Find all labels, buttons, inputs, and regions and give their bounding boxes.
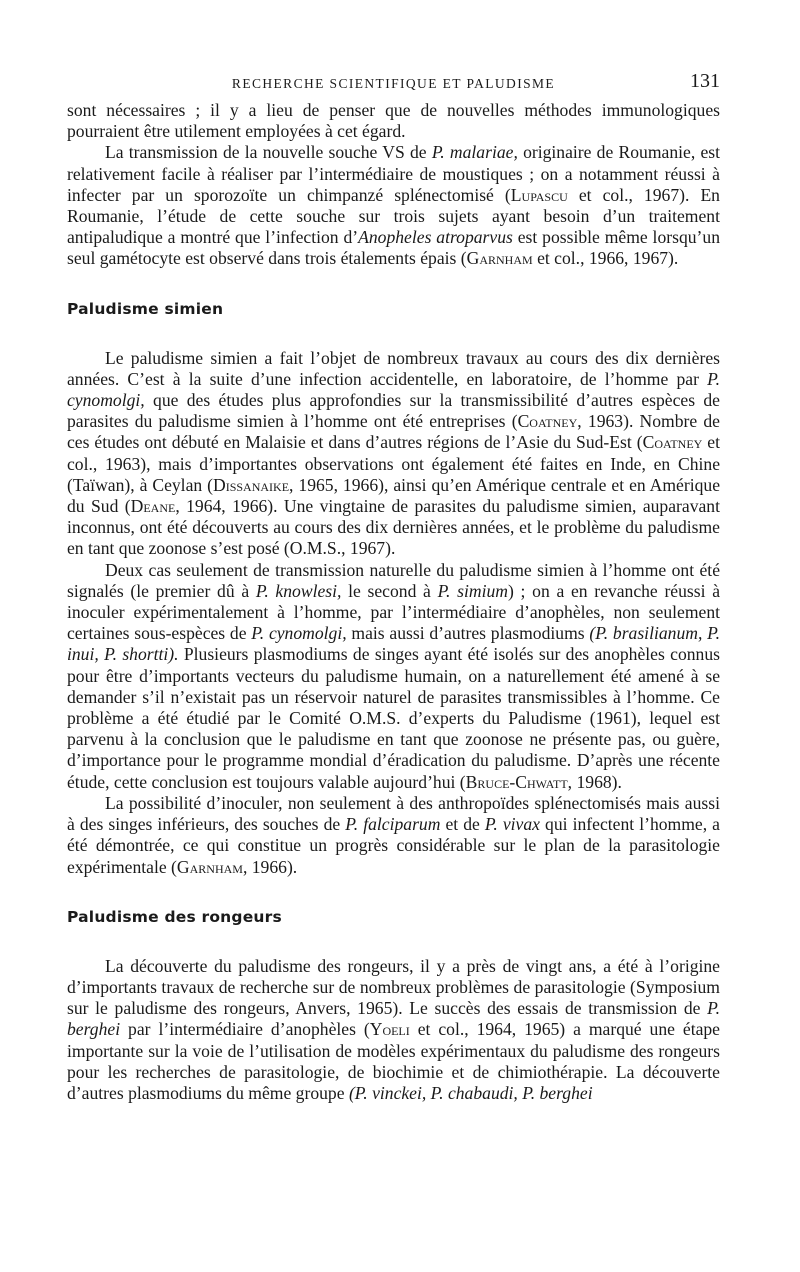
- intro-paragraph-2: La transmission de la nouvelle souche VS de P. malariae, originaire de Roumanie, est relativement facile à réaliser par l’intermédiaire de moustiques ; on a notamment réussi à infecter par un sporozoïte un chimpanzé splénectomisé (Lupascu et col., 1967). En Roumanie, l’étude de cette souche sur trois sujets ayant besoin d’un traitement antipaludique a montré que l’infection d’Anopheles atroparvus est possible même lorsqu’un seul gamétocyte est observé dans trois étalements épais (Garnham et col., 1966, 1967).: [67, 142, 720, 269]
- section-heading-simien: Paludisme simien: [67, 299, 224, 318]
- simien-paragraph-2: Deux cas seulement de transmission naturelle du paludisme simien à l’homme ont été signalés (le premier dû à P. knowlesi, le second à P. simium) ; on a en revanche réussi à inoculer expérimentalement à l’homme, par l’intermédiaire d’anophèles, non seulement certaines sous-espèces de P. cynomolgi, mais aussi d’autres plasmodiums (P. brasilianum, P. inui, P. shortti). Plusieurs plasmodiums de singes ayant été isolés sur des anophèles connus pour être d’importants vecteurs du paludisme humain, on a naturellement été amené à se demander s’il n’existait pas un réservoir naturel de parasites transmissibles à l’homme. Ce problème a été étudié par le Comité O.M.S. d’experts du Paludisme (1961), lequel est parvenu à la conclusion que le paludisme en tant que zoonose ne présente pas, ou guère, d’importance pour le programme mondial d’éradication du paludisme. D’après une récente étude, cette conclusion est toujours valable aujourd’hui (Bruce-Chwatt, 1968).: [67, 559, 720, 792]
- page-number: 131: [690, 70, 720, 92]
- intro-paragraph-1: sont nécessaires ; il y a lieu de penser que de nouvelles méthodes immunologiques pourraient être utilement employées à cet égard.: [67, 100, 720, 142]
- running-header: [67, 64, 720, 100]
- simien-paragraph-3: La possibilité d’inoculer, non seulement à des anthropoïdes splénectomisés mais aussi à des singes inférieurs, des souches de P. falciparum et de P. vivax qui infectent l’homme, a été démontrée, ce qui constitue un progrès considérable sur le plan de la parasitologie expérimentale (Garnham, 1966).: [67, 792, 720, 877]
- rongeurs-paragraph-1: La découverte du paludisme des rongeurs, il y a près de vingt ans, a été à l’origine d’importants travaux de recherche sur de nombreux problèmes de parasitologie (Symposium sur le paludisme des rongeurs, Anvers, 1965). Le succès des essais de transmission de P. berghei par l’intermédiaire d’anophèles (Yoeli et col., 1964, 1965) a marqué une étape importante sur la voie de l’utilisation de modèles expérimentaux du paludisme des rongeurs pour les recherches de parasitologie, de biochimie et de chimiothérapie. La découverte d’autres plasmodiums du même groupe (P. vinckei, P. chabaudi, P. berghei: [67, 955, 720, 1103]
- section-heading-rongeurs: Paludisme des rongeurs: [67, 907, 282, 926]
- running-title: RECHERCHE SCIENTIFIQUE ET PALUDISME: [231, 76, 556, 91]
- simien-paragraph-1: Le paludisme simien a fait l’objet de nombreux travaux au cours des dix dernières années. C’est à la suite d’une infection accidentelle, en laboratoire, de l’homme par P. cynomolgi, que des études plus approfondies sur la transmissibilité d’autres espèces de parasites du paludisme simien à l’homme ont été entreprises (Coatney, 1963). Nombre de ces études ont débuté en Malaisie et dans d’autres régions de l’Asie du Sud-Est (Coatney et col., 1963), mais d’importantes observations ont également été faites en Inde, en Chine (Taïwan), à Ceylan (Dissanaike, 1965, 1966), ainsi qu’en Amérique centrale et en Amérique du Sud (Deane, 1964, 1966). Une vingtaine de parasites du paludisme simien, auparavant inconnus, ont été découverts au cours des dix dernières années, et le problème du paludisme en tant que zoonose s’est posé (O.M.S., 1967).: [67, 347, 721, 559]
